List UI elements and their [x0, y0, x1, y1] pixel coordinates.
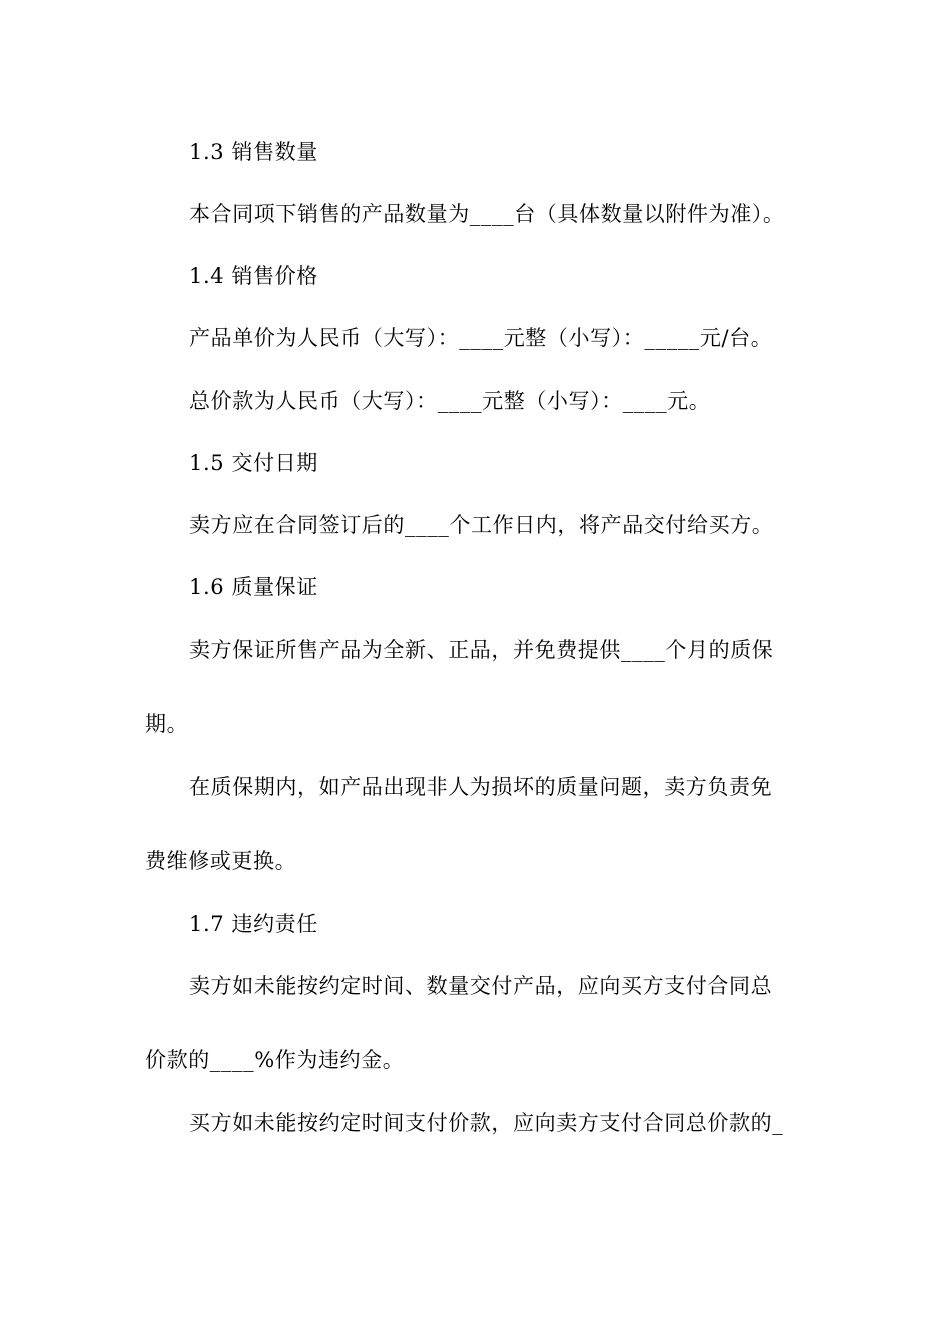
paragraph-warranty-line-2: 费维修或更换。: [145, 849, 297, 873]
section-heading-1-5: 1.5 交付日期: [189, 451, 318, 475]
section-heading-1-6: 1.6 质量保证: [189, 575, 318, 599]
section-heading-1-4: 1.4 销售价格: [189, 264, 318, 288]
paragraph-delivery: 卖方应在合同签订后的____个工作日内，将产品交付给买方。: [189, 513, 774, 537]
paragraph-seller-breach-line-1: 卖方如未能按约定时间、数量交付产品，应向买方支付合同总: [189, 974, 773, 998]
section-heading-1-3: 1.3 销售数量: [189, 140, 318, 164]
section-heading-1-7: 1.7 违约责任: [189, 912, 318, 936]
paragraph-quality-line-1: 卖方保证所售产品为全新、正品，并免费提供____个月的质保: [189, 638, 774, 662]
paragraph-quality-line-2: 期。: [145, 712, 189, 736]
paragraph-warranty-line-1: 在质保期内，如产品出现非人为损坏的质量问题，卖方负责免: [189, 775, 773, 799]
paragraph-seller-breach-line-2: 价款的____%作为违约金。: [145, 1048, 405, 1072]
paragraph-quantity: 本合同项下销售的产品数量为____台（具体数量以附件为准）。: [189, 202, 785, 226]
paragraph-total-price: 总价款为人民币（大写）：____元整（小写）：____元。: [189, 389, 711, 413]
paragraph-unit-price: 产品单价为人民币（大写）：____元整（小写）：_____元/台。: [189, 326, 773, 350]
paragraph-buyer-breach-line-1: 买方如未能按约定时间支付价款，应向卖方支付合同总价款的_: [189, 1111, 784, 1135]
